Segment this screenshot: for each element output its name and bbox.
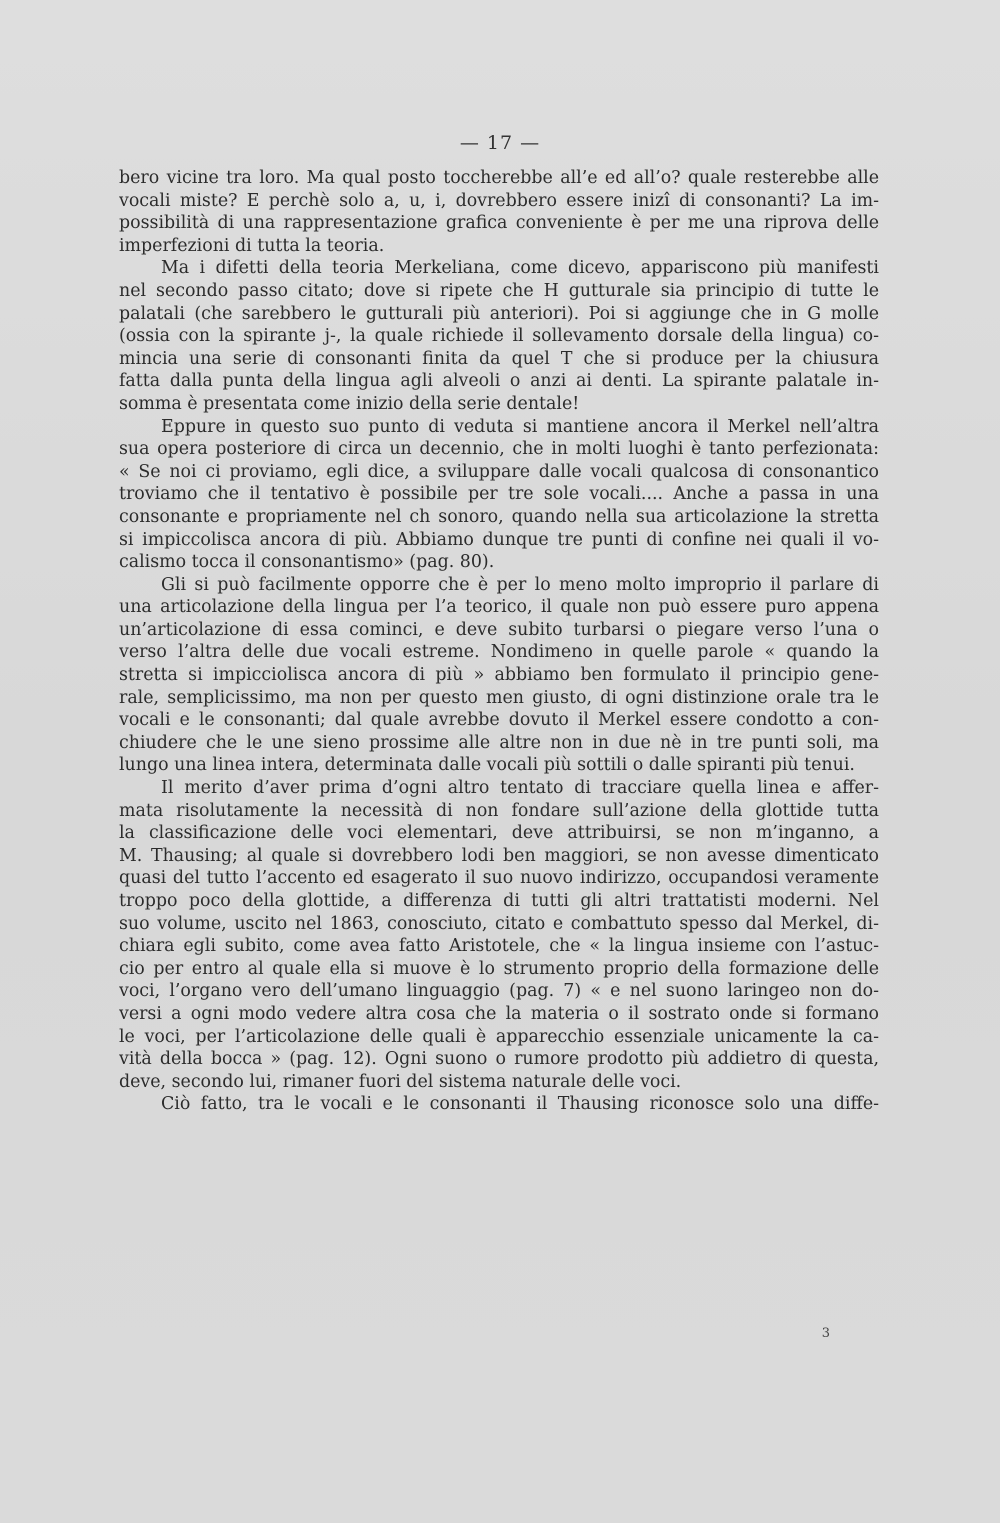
- text-line: una articolazione della lingua per l’a teorico, il quale non può essere puro appena: [119, 597, 879, 618]
- text-line: Gli si può facilmente opporre che è per lo meno molto improprio il parlare di: [161, 574, 879, 595]
- text-line: mincia una serie di consonanti finita da quel T che si produce per la chiusura: [119, 348, 879, 369]
- text-line: versi a ogni modo vedere altra cosa che la materia o il sostrato onde si formano: [119, 1003, 879, 1024]
- text-line: la classificazione delle voci elementari, deve attribuirsi, se non m’inganno, a: [119, 823, 879, 844]
- text-line: « Se noi ci proviamo, egli dice, a sviluppare dalle vocali qualcosa di consonantico: [119, 461, 879, 482]
- text-line: bero vicine tra loro. Ma qual posto toccherebbe all’e ed all’o? quale resterebbe alle: [119, 168, 879, 188]
- text-line: fatta dalla punta della lingua agli alveoli o anzi ai denti. La spirante palatale in-: [119, 371, 879, 392]
- text-line: chiara egli subito, come avea fatto Aristotele, che « la lingua insieme con l’astuc-: [119, 936, 879, 957]
- text-line: si impiccolisca ancora di più. Abbiamo dunque tre punti di confine nei quali il vo-: [119, 529, 879, 550]
- text-line: palatali (che sarebbero le gutturali più anteriori). Poi si aggiunge che in G molle: [119, 303, 879, 324]
- text-line: troppo poco della glottide, a differenza di tutti gli altri trattatisti moderni. Nel: [119, 891, 879, 911]
- text-line: troviamo che il tentativo è possibile per tre sole vocali.... Anche a passa in una: [119, 484, 879, 505]
- page-number: — 17 —: [459, 132, 541, 154]
- body-text: [119, 167, 879, 1116]
- text-line: un’articolazione di essa cominci, e deve subito turbarsi o piegare verso l’una o: [119, 619, 879, 640]
- text-line: nel secondo passo citato; dove si ripete che H gutturale sia principio di tutte le: [119, 280, 879, 301]
- text-line: M. Thausing; al quale si dovrebbero lodi ben maggiori, se non avesse dimenticato: [119, 845, 879, 866]
- text-line: le voci, per l’articolazione delle quali è apparecchio essenziale unicamente la ca-: [119, 1026, 879, 1047]
- text-line: cio per entro al quale ella si muove è lo strumento proprio della formazione delle: [119, 958, 879, 979]
- text-line: chiudere che le une sieno prossime alle altre non in due nè in tre punti soli, ma: [119, 732, 879, 753]
- text-line: quasi del tutto l’accento ed esagerato il suo nuovo indirizzo, occupandosi veramente: [119, 868, 879, 889]
- text-line: imperfezioni di tutta la teoria.: [119, 235, 385, 256]
- text-line: Eppure in questo suo punto di veduta si mantiene ancora il Merkel nell’altra: [161, 416, 879, 437]
- signature-mark: 3: [821, 1326, 830, 1341]
- text-line: sua opera posteriore di circa un decennio, che in molti luoghi è tanto perfezionata:: [119, 439, 879, 460]
- text-line: deve, secondo lui, rimaner fuori del sistema naturale delle voci.: [119, 1071, 682, 1092]
- text-line: vocali miste? E perchè solo a, u, i, dovrebbero essere inizî di consonanti? La im-: [119, 190, 879, 211]
- text-line: voci, l’organo vero dell’umano linguaggio (pag. 7) « e nel suono laringeo non do-: [119, 981, 879, 1002]
- text-line: stretta si impicciolisca ancora di più » abbiamo ben formulato il principio gene-: [119, 665, 879, 686]
- text-line: mata risolutamente la necessità di non fondare sull’azione della glottide tutta: [119, 800, 879, 821]
- text-line: suo volume, uscito nel 1863, conosciuto, citato e combattuto spesso dal Merkel, di-: [119, 913, 879, 934]
- text-line: verso l’altra delle due vocali estreme. Nondimeno in quelle parole « quando la: [119, 642, 879, 663]
- text-line: consonante e propriamente nel ch sonoro, quando nella sua articolazione la stretta: [119, 506, 879, 527]
- text-line: calismo tocca il consonantismo» (pag. 80).: [119, 552, 495, 573]
- text-line: lungo una linea intera, determinata dalle vocali più sottili o dalle spiranti più tenui.: [119, 755, 855, 776]
- text-line: vità della bocca » (pag. 12). Ogni suono o rumore prodotto più addietro di questa,: [119, 1049, 879, 1070]
- text-line: Il merito d’aver prima d’ogni altro tentato di tracciare quella linea e affer-: [161, 778, 879, 799]
- text-line: vocali e le consonanti; dal quale avrebbe dovuto il Merkel essere condotto a con-: [119, 710, 879, 731]
- text-line: (ossia con la spirante j-, la quale richiede il sollevamento dorsale della lingua) co-: [119, 326, 879, 347]
- text-line: rale, semplicissimo, ma non per questo men giusto, di ogni distinzione orale tra le: [119, 687, 879, 708]
- text-line: Ciò fatto, tra le vocali e le consonanti il Thausing riconosce solo una diffe-: [161, 1094, 879, 1115]
- text-line: Ma i difetti della teoria Merkeliana, come dicevo, appariscono più manifesti: [161, 258, 879, 279]
- text-line: possibilità di una rappresentazione grafica conveniente è per me una riprova delle: [119, 213, 879, 234]
- text-line: somma è presentata come inizio della serie dentale!: [119, 393, 580, 414]
